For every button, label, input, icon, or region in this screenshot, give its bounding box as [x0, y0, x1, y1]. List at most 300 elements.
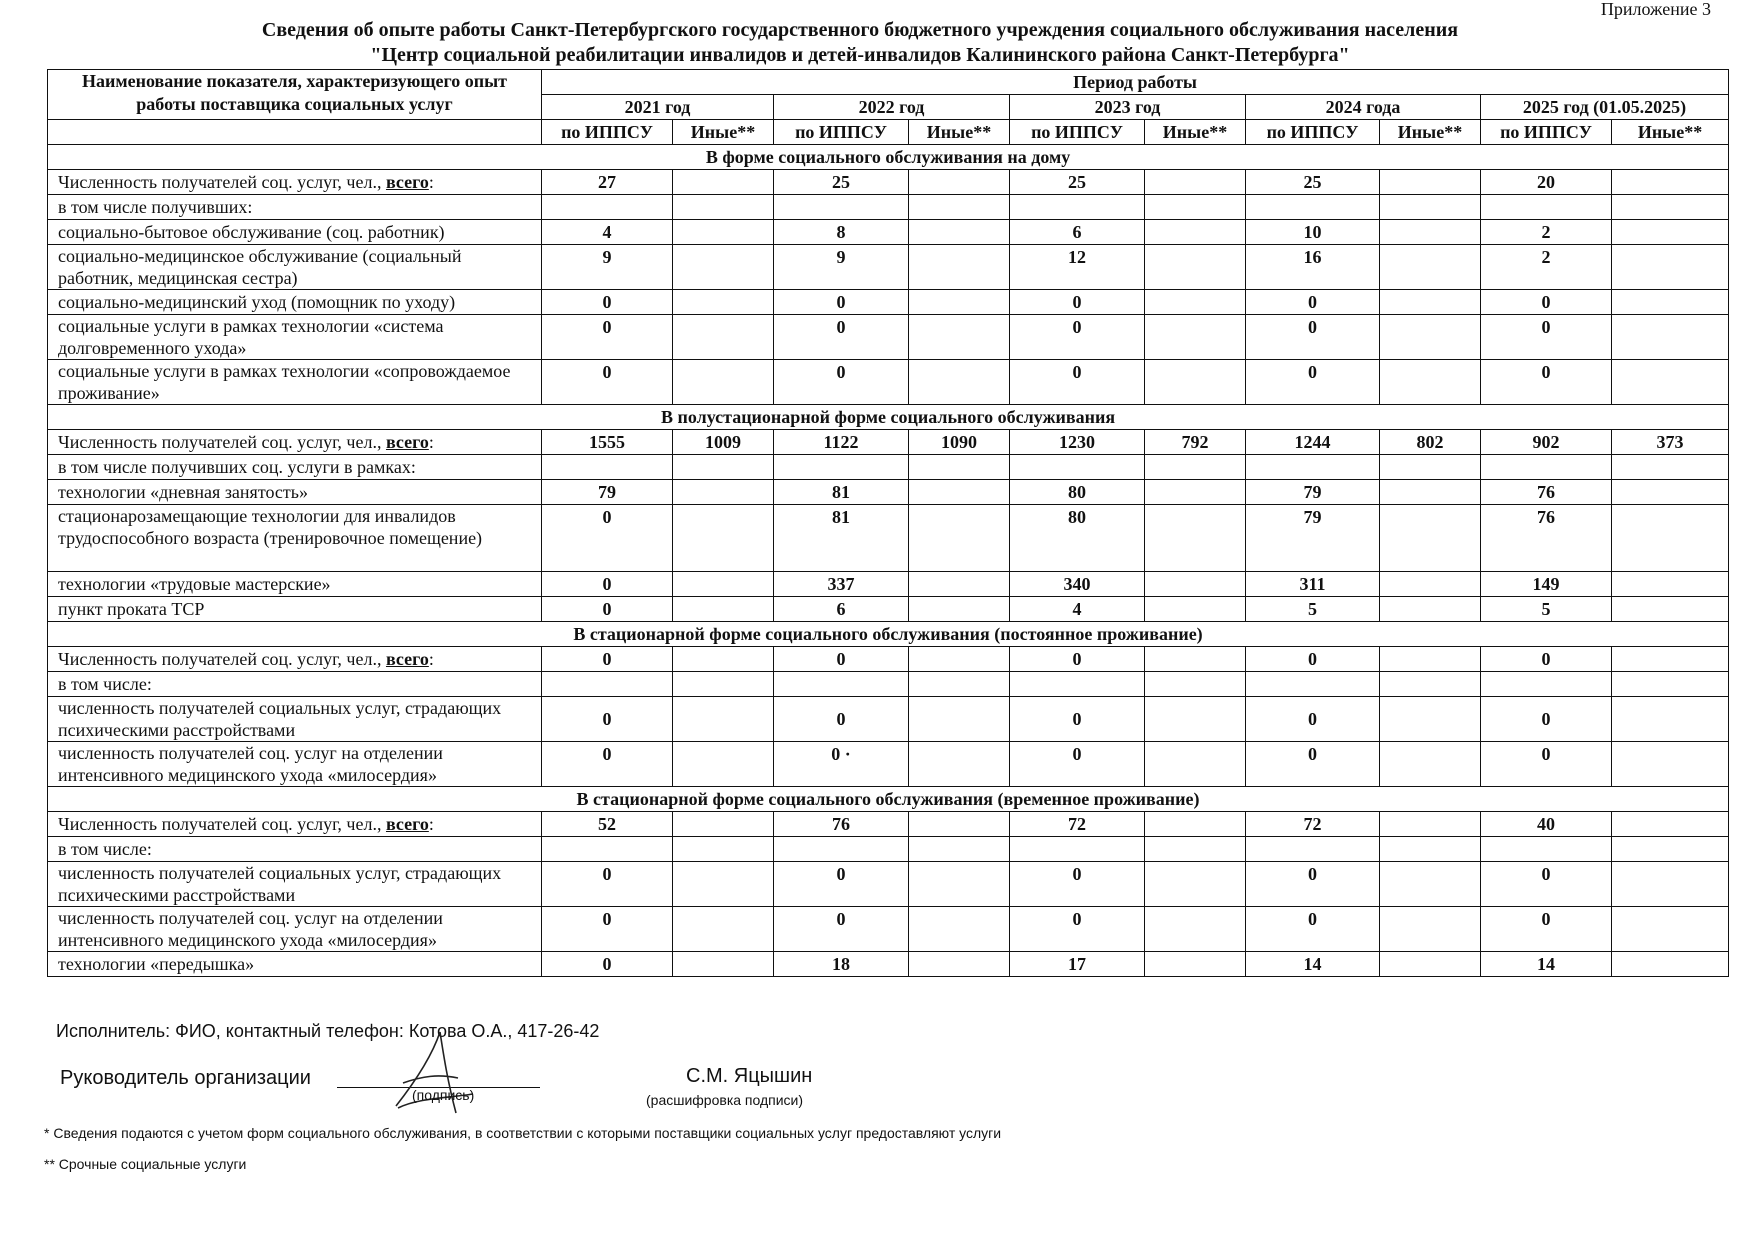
value-cell: [909, 170, 1010, 195]
row-label-text: стационарозамещающие технологии для инвалидов трудоспособного возраста (тренировочное помещение): [58, 506, 483, 548]
name-caption: (расшифровка подписи): [646, 1092, 804, 1108]
header-sub: по ИППСУ: [1246, 120, 1380, 145]
value-cell: [673, 290, 774, 315]
value-cell: 0: [1246, 647, 1380, 672]
value-cell: [1145, 837, 1246, 862]
value-cell: 4: [542, 220, 673, 245]
row-label: [48, 862, 542, 907]
footnote-2: ** Срочные социальные услуги: [44, 1156, 247, 1172]
value-cell: 6: [1010, 220, 1145, 245]
value-cell: [1145, 572, 1246, 597]
row-label: [48, 195, 542, 220]
value-cell: 10: [1246, 220, 1380, 245]
header-year: 2023 год: [1010, 95, 1246, 120]
value-cell: [1380, 220, 1481, 245]
value-cell: [1612, 572, 1729, 597]
row-label-text: технологии «трудовые мастерские»: [58, 574, 331, 594]
handwritten-signature: [378, 1028, 488, 1118]
row-label: [48, 697, 542, 742]
value-cell: [1612, 195, 1729, 220]
value-cell: [673, 170, 774, 195]
title-line-2: "Центр социальной реабилитации инвалидов и детей-инвалидов Калининского района Санкт-Петербурга": [370, 44, 1350, 66]
value-cell: [1612, 907, 1729, 952]
value-cell: [1145, 597, 1246, 622]
value-cell: 12: [1010, 245, 1145, 290]
value-cell: 52: [542, 812, 673, 837]
value-cell: [1612, 647, 1729, 672]
value-cell: [909, 907, 1010, 952]
row-label-text: в том числе:: [58, 674, 152, 694]
value-cell: 27: [542, 170, 673, 195]
value-cell: [1380, 290, 1481, 315]
appendix-label: Приложение 3: [1600, 0, 1711, 19]
value-cell: 0: [1481, 862, 1612, 907]
row-label-total: всего: [385, 814, 429, 834]
value-cell: 8: [774, 220, 909, 245]
value-cell: [1010, 455, 1145, 480]
value-cell: [1145, 742, 1246, 787]
value-cell: 0: [1481, 647, 1612, 672]
value-cell: [1246, 195, 1380, 220]
value-cell: [1380, 505, 1481, 572]
value-cell: 76: [774, 812, 909, 837]
value-cell: 1244: [1246, 430, 1380, 455]
value-cell: [909, 837, 1010, 862]
value-cell: [1612, 742, 1729, 787]
value-cell: [1145, 245, 1246, 290]
value-cell: [1612, 360, 1729, 405]
row-label-text: в том числе:: [58, 839, 152, 859]
row-label-text: численность получателей соц. услуг на отделении интенсивного медицинского ухода «милосердия»: [58, 908, 443, 950]
value-cell: [1612, 245, 1729, 290]
value-cell: [1481, 837, 1612, 862]
value-cell: [909, 480, 1010, 505]
value-cell: [1612, 505, 1729, 572]
document-title: [40, 18, 1680, 68]
header-year: 2024 года: [1246, 95, 1481, 120]
table-row: [48, 952, 1729, 977]
table-row: [48, 572, 1729, 597]
value-cell: 0: [774, 315, 909, 360]
head-name: С.М. Яцышин: [686, 1065, 813, 1087]
value-cell: [909, 360, 1010, 405]
table-row: [48, 455, 1729, 480]
section-header-row: [48, 405, 1729, 430]
value-cell: 0: [542, 315, 673, 360]
value-cell: 0: [1010, 360, 1145, 405]
value-cell: 79: [1246, 480, 1380, 505]
row-label-text: в том числе получивших:: [58, 197, 253, 217]
header-empty-cell: [48, 120, 542, 145]
value-cell: [1380, 907, 1481, 952]
section-title: В форме социального обслуживания на дому: [48, 145, 1729, 170]
row-label: [48, 952, 542, 977]
row-label-text: в том числе получивших соц. услуги в рамках:: [58, 457, 416, 477]
table-row: [48, 480, 1729, 505]
row-label-suffix: :: [428, 814, 434, 834]
row-label-text: технологии «дневная занятость»: [58, 482, 308, 502]
value-cell: [673, 837, 774, 862]
value-cell: 902: [1481, 430, 1612, 455]
value-cell: 0: [1246, 360, 1380, 405]
value-cell: 0: [774, 290, 909, 315]
value-cell: 25: [774, 170, 909, 195]
value-cell: [1612, 455, 1729, 480]
value-cell: 0: [774, 360, 909, 405]
row-label-text: социально-медицинское обслуживание (социальный работник, медицинская сестра): [58, 246, 462, 288]
value-cell: [1145, 315, 1246, 360]
value-cell: 1555: [542, 430, 673, 455]
row-label: [48, 907, 542, 952]
value-cell: [909, 952, 1010, 977]
section-header-row: [48, 145, 1729, 170]
value-cell: [1145, 647, 1246, 672]
value-cell: [909, 290, 1010, 315]
value-cell: 0: [1481, 907, 1612, 952]
value-cell: [1612, 812, 1729, 837]
value-cell: 0: [542, 572, 673, 597]
value-cell: 1230: [1010, 430, 1145, 455]
value-cell: [673, 647, 774, 672]
value-cell: [1380, 315, 1481, 360]
value-cell: 0: [1010, 647, 1145, 672]
value-cell: 9: [542, 245, 673, 290]
value-cell: 9: [774, 245, 909, 290]
value-cell: [542, 455, 673, 480]
row-label-suffix: :: [428, 649, 434, 669]
value-cell: [673, 360, 774, 405]
section-title: В стационарной форме социального обслуживания (временное проживание): [48, 787, 1729, 812]
value-cell: [673, 455, 774, 480]
value-cell: [1380, 360, 1481, 405]
value-cell: 337: [774, 572, 909, 597]
value-cell: 0: [1010, 290, 1145, 315]
row-label-text: социальные услуги в рамках технологии «система долговременного ухода»: [58, 316, 444, 358]
value-cell: 311: [1246, 572, 1380, 597]
table-row: [48, 647, 1729, 672]
row-label: [48, 597, 542, 622]
header-year: 2025 год (01.05.2025): [1481, 95, 1729, 120]
row-label-text: Численность получателей соц. услуг, чел.,: [58, 432, 386, 452]
experience-table: [47, 69, 1729, 977]
value-cell: 0 ·: [774, 742, 909, 787]
value-cell: [1380, 742, 1481, 787]
value-cell: [542, 195, 673, 220]
value-cell: 2: [1481, 220, 1612, 245]
value-cell: 0: [1246, 862, 1380, 907]
value-cell: [1010, 195, 1145, 220]
value-cell: [909, 220, 1010, 245]
value-cell: 0: [774, 647, 909, 672]
row-label-suffix: :: [428, 172, 434, 192]
value-cell: [673, 672, 774, 697]
header-row-period: [48, 70, 1729, 95]
row-label-total: всего: [385, 172, 429, 192]
table-row: [48, 837, 1729, 862]
value-cell: [909, 315, 1010, 360]
value-cell: [909, 455, 1010, 480]
table-row: [48, 195, 1729, 220]
row-label: [48, 220, 542, 245]
value-cell: 0: [542, 647, 673, 672]
row-label-text: технологии «передышка»: [58, 954, 255, 974]
value-cell: [542, 837, 673, 862]
row-label: [48, 647, 542, 672]
value-cell: [542, 672, 673, 697]
value-cell: [1380, 672, 1481, 697]
value-cell: [909, 195, 1010, 220]
section-title: В полустационарной форме социального обслуживания: [48, 405, 1729, 430]
row-label-text: социально-медицинский уход (помощник по уходу): [58, 292, 456, 312]
value-cell: [909, 647, 1010, 672]
value-cell: 1122: [774, 430, 909, 455]
value-cell: 0: [1010, 742, 1145, 787]
value-cell: [774, 672, 909, 697]
row-label: [48, 360, 542, 405]
row-label: [48, 170, 542, 195]
value-cell: 25: [1010, 170, 1145, 195]
value-cell: [1246, 672, 1380, 697]
value-cell: 25: [1246, 170, 1380, 195]
header-indicator: Наименование показателя, характеризующего опыт работы поставщика социальных услуг: [48, 70, 542, 120]
value-cell: 1090: [909, 430, 1010, 455]
value-cell: 5: [1246, 597, 1380, 622]
value-cell: 76: [1481, 480, 1612, 505]
value-cell: 72: [1010, 812, 1145, 837]
row-label: [48, 315, 542, 360]
value-cell: [1145, 220, 1246, 245]
value-cell: 2: [1481, 245, 1612, 290]
value-cell: [1612, 480, 1729, 505]
value-cell: 14: [1246, 952, 1380, 977]
value-cell: [673, 505, 774, 572]
value-cell: [673, 220, 774, 245]
value-cell: [1145, 952, 1246, 977]
value-cell: [1246, 455, 1380, 480]
section-header-row: [48, 622, 1729, 647]
value-cell: [673, 597, 774, 622]
row-label: [48, 837, 542, 862]
table-row: [48, 907, 1729, 952]
value-cell: 0: [1246, 697, 1380, 742]
header-sub: Иные**: [909, 120, 1010, 145]
value-cell: [909, 812, 1010, 837]
value-cell: [1145, 907, 1246, 952]
value-cell: [1612, 170, 1729, 195]
value-cell: [673, 315, 774, 360]
value-cell: [1145, 480, 1246, 505]
value-cell: 0: [542, 505, 673, 572]
table-row: [48, 430, 1729, 455]
table-row: [48, 360, 1729, 405]
value-cell: [1145, 672, 1246, 697]
value-cell: [1145, 697, 1246, 742]
executor-line: Исполнитель: ФИО, контактный телефон: Котова О.А., 417-26-42: [56, 1021, 600, 1041]
value-cell: 14: [1481, 952, 1612, 977]
value-cell: 76: [1481, 505, 1612, 572]
header-year: 2021 год: [542, 95, 774, 120]
value-cell: [1380, 812, 1481, 837]
value-cell: [1145, 290, 1246, 315]
row-label: [48, 812, 542, 837]
value-cell: [774, 837, 909, 862]
value-cell: 0: [542, 290, 673, 315]
value-cell: [1380, 480, 1481, 505]
value-cell: 81: [774, 480, 909, 505]
value-cell: 0: [1246, 290, 1380, 315]
value-cell: 81: [774, 505, 909, 572]
value-cell: 0: [1246, 742, 1380, 787]
row-label-suffix: :: [428, 432, 434, 452]
value-cell: [1145, 505, 1246, 572]
value-cell: 0: [1481, 742, 1612, 787]
value-cell: [673, 195, 774, 220]
table-row: [48, 812, 1729, 837]
row-label-text: численность получателей соц. услуг на отделении интенсивного медицинского ухода «милосердия»: [58, 743, 443, 785]
value-cell: 0: [542, 742, 673, 787]
row-label-text: численность получателей социальных услуг, страдающих психическими расстройствами: [58, 863, 502, 905]
value-cell: 0: [1481, 290, 1612, 315]
row-label: [48, 505, 542, 572]
table-row: [48, 220, 1729, 245]
header-sub: по ИППСУ: [1481, 120, 1612, 145]
value-cell: 340: [1010, 572, 1145, 597]
row-label-text: социально-бытовое обслуживание (соц. работник): [58, 222, 445, 242]
value-cell: 0: [1010, 907, 1145, 952]
row-label: [48, 245, 542, 290]
value-cell: [774, 455, 909, 480]
value-cell: 792: [1145, 430, 1246, 455]
value-cell: [1380, 952, 1481, 977]
table-row: [48, 170, 1729, 195]
value-cell: [1481, 455, 1612, 480]
value-cell: [909, 572, 1010, 597]
value-cell: [909, 245, 1010, 290]
value-cell: [909, 742, 1010, 787]
row-label-text: Численность получателей соц. услуг, чел.,: [58, 172, 386, 192]
value-cell: 0: [1246, 315, 1380, 360]
value-cell: [1010, 837, 1145, 862]
value-cell: 0: [542, 360, 673, 405]
value-cell: 0: [1481, 697, 1612, 742]
value-cell: 149: [1481, 572, 1612, 597]
value-cell: [1380, 647, 1481, 672]
section-header-row: [48, 787, 1729, 812]
value-cell: 0: [542, 597, 673, 622]
table-row: [48, 245, 1729, 290]
value-cell: [1380, 245, 1481, 290]
value-cell: [1380, 862, 1481, 907]
row-label: [48, 742, 542, 787]
row-label-text: Численность получателей соц. услуг, чел.,: [58, 649, 386, 669]
value-cell: [1246, 837, 1380, 862]
value-cell: [1145, 455, 1246, 480]
table-row: [48, 597, 1729, 622]
value-cell: 0: [1010, 862, 1145, 907]
value-cell: [1010, 672, 1145, 697]
row-label-text: численность получателей социальных услуг, страдающих психическими расстройствами: [58, 698, 502, 740]
value-cell: 0: [542, 862, 673, 907]
header-period: Период работы: [542, 70, 1729, 95]
value-cell: [1612, 597, 1729, 622]
value-cell: 5: [1481, 597, 1612, 622]
table-row: [48, 315, 1729, 360]
row-label-total: всего: [385, 649, 429, 669]
value-cell: [909, 697, 1010, 742]
row-label-text: социальные услуги в рамках технологии «сопровождаемое проживание»: [58, 361, 511, 403]
table-row: [48, 742, 1729, 787]
section-title: В стационарной форме социального обслуживания (постоянное проживание): [48, 622, 1729, 647]
value-cell: [1380, 195, 1481, 220]
header-sub: Иные**: [673, 120, 774, 145]
row-label: [48, 572, 542, 597]
table-row: [48, 290, 1729, 315]
value-cell: [1481, 672, 1612, 697]
value-cell: 6: [774, 597, 909, 622]
header-sub: Иные**: [1145, 120, 1246, 145]
value-cell: [1145, 862, 1246, 907]
value-cell: [909, 862, 1010, 907]
table-row: [48, 505, 1729, 572]
row-label: [48, 430, 542, 455]
header-row-sub: [48, 120, 1729, 145]
value-cell: 80: [1010, 480, 1145, 505]
value-cell: [673, 697, 774, 742]
value-cell: 0: [1010, 697, 1145, 742]
value-cell: [1380, 572, 1481, 597]
value-cell: [1612, 837, 1729, 862]
value-cell: 80: [1010, 505, 1145, 572]
value-cell: 0: [1481, 360, 1612, 405]
value-cell: [673, 907, 774, 952]
value-cell: [673, 812, 774, 837]
value-cell: [1612, 862, 1729, 907]
value-cell: [673, 862, 774, 907]
value-cell: [1481, 195, 1612, 220]
title-line-1: Сведения об опыте работы Санкт-Петербургского государственного бюджетного учреждения социального обслуживания населения: [261, 19, 1459, 41]
footnote-1: * Сведения подаются с учетом форм социального обслуживания, в соответствии с которыми поставщики социальных услуг предоставляют услуги: [44, 1125, 1002, 1141]
value-cell: 17: [1010, 952, 1145, 977]
value-cell: 0: [774, 697, 909, 742]
value-cell: 0: [542, 697, 673, 742]
value-cell: 16: [1246, 245, 1380, 290]
value-cell: 0: [542, 907, 673, 952]
value-cell: 79: [542, 480, 673, 505]
table-row: [48, 697, 1729, 742]
value-cell: 0: [1010, 315, 1145, 360]
value-cell: [1380, 597, 1481, 622]
value-cell: 20: [1481, 170, 1612, 195]
value-cell: [909, 672, 1010, 697]
row-label: [48, 455, 542, 480]
value-cell: [1612, 672, 1729, 697]
value-cell: [673, 572, 774, 597]
value-cell: [1145, 360, 1246, 405]
value-cell: 1009: [673, 430, 774, 455]
value-cell: 0: [774, 907, 909, 952]
table-row: [48, 862, 1729, 907]
value-cell: 0: [1246, 907, 1380, 952]
value-cell: 72: [1246, 812, 1380, 837]
value-cell: [673, 245, 774, 290]
value-cell: [1612, 220, 1729, 245]
value-cell: 0: [774, 862, 909, 907]
value-cell: 0: [1481, 315, 1612, 360]
head-label: Руководитель организации: [60, 1067, 311, 1089]
value-cell: [673, 742, 774, 787]
value-cell: [1380, 455, 1481, 480]
header-sub: по ИППСУ: [774, 120, 909, 145]
